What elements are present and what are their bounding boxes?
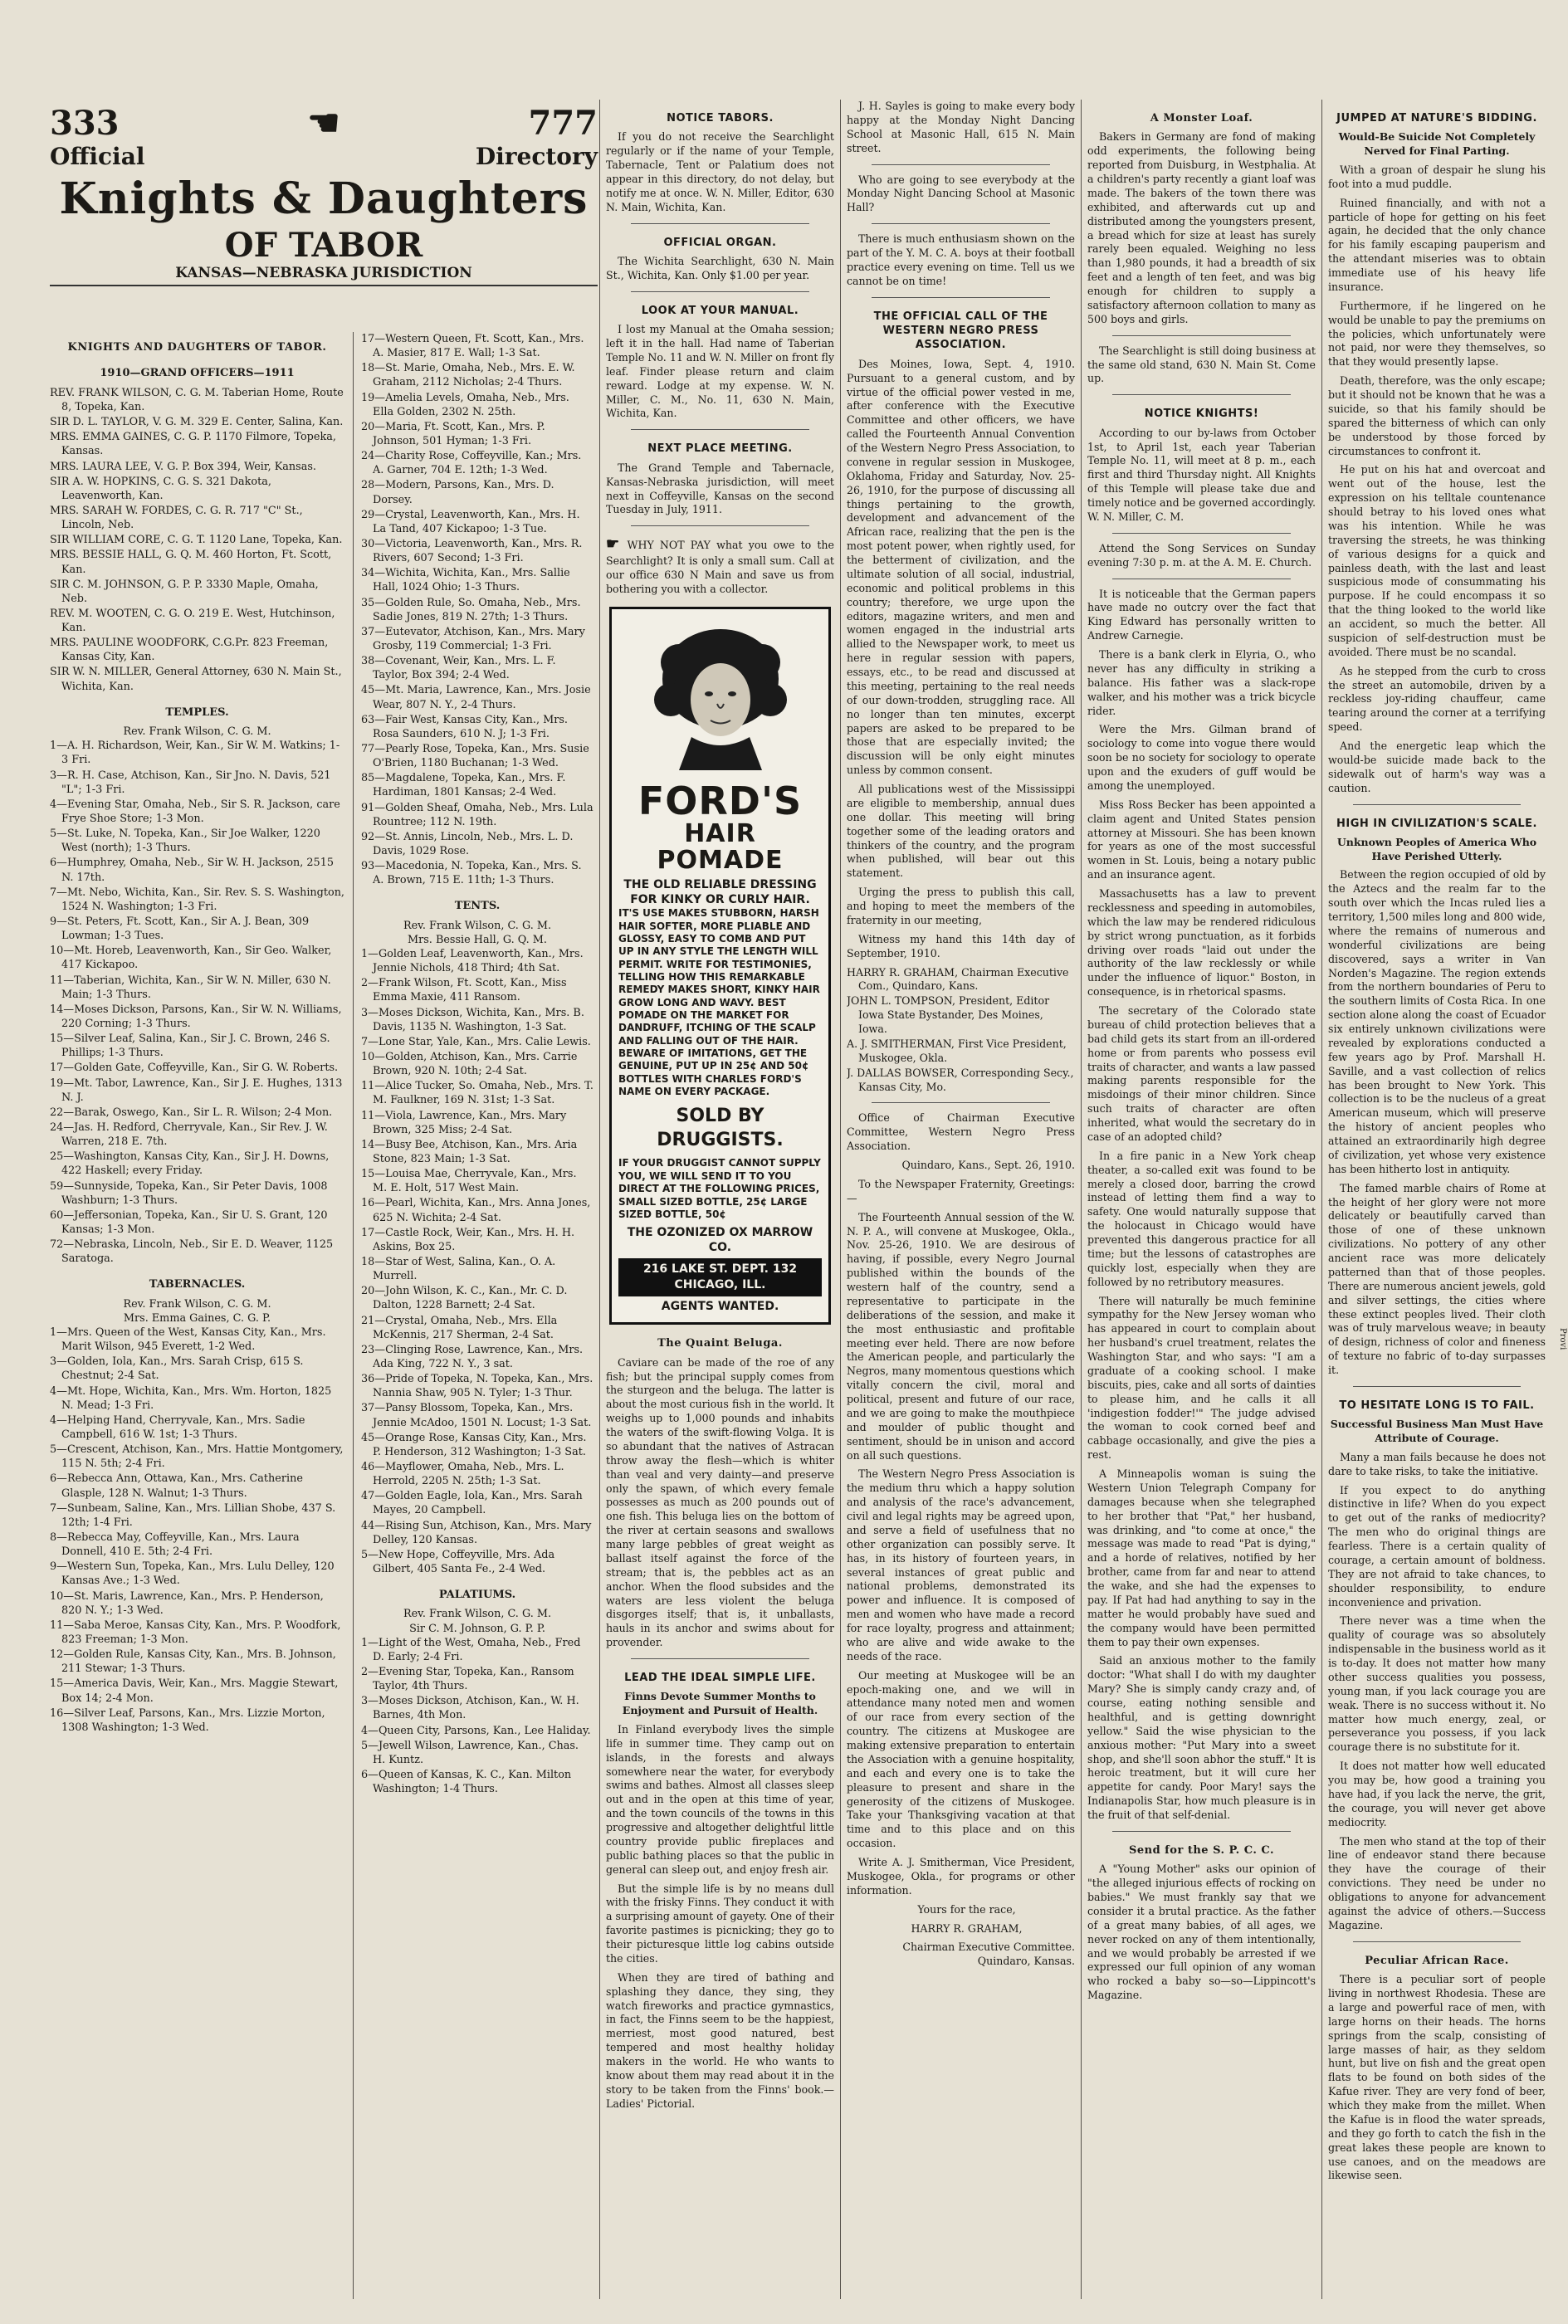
- signer-entry: J. DALLAS BOWSER, Corresponding Secy., Kansas City, Mo.: [847, 1066, 1074, 1093]
- editorial-item: Massachusetts has a law to prevent recklessness and speeding in automobiles, which the law may be rendered ridiculous by strict wrong punctuation, as it forbids driving over roads "laid out under the authority of the law recklessly or while under the influence of liquor." Boston, in consequence, is in rhetorical spasms.: [1087, 887, 1316, 998]
- temples-list: [50, 739, 344, 1266]
- tabernacle-entry: 11—Saba Meroe, Kansas City, Kan., Mrs. P. Woodfork, 823 Freeman; 1-3 Mon.: [50, 1618, 341, 1647]
- ad-body-2: IF YOUR DRUGGIST CANNOT SUPPLY YOU, WE WILL SEND IT TO YOU DIRECT AT THE FOLLOWING PRICES, SMALL SIZED BOTTLE, 25¢ LARGE SIZED BOTTLE, 50¢: [618, 1157, 821, 1220]
- tabernacle-entry: 6—Rebecca Ann, Ottawa, Kan., Mrs. Catherine Glasple, 128 N. Walnut; 1-3 Thurs.: [50, 1472, 303, 1500]
- editorial-item: There is a bank clerk in Elyria, O., who never has any difficulty in striking a balance. His father was a slack-rope walker, and his mother was a trick bicycle rider.: [1087, 648, 1316, 717]
- tents-subheading-2: Mrs. Bessie Hall, G. Q. M.: [408, 933, 547, 946]
- palatium-entry: 4—Queen City, Parsons, Kan., Lee Haliday.: [361, 1724, 591, 1737]
- separator: [1353, 1941, 1521, 1942]
- tabernacle-entry: 45—Mt. Maria, Lawrence, Kan., Mrs. Josie Wear, 807 N. Y., 2-4 Thurs.: [361, 684, 591, 711]
- african-heading: Peculiar African Race.: [1365, 1954, 1509, 1967]
- ad-title: FORD'S: [637, 778, 803, 823]
- quindaro-dateline: Quindaro, Kans., Sept. 26, 1910.: [901, 1159, 1075, 1172]
- temple-entry: 4—Evening Star, Omaha, Neb., Sir S. R. Jackson, care Frye Shoe Store; 1-3 Mon.: [50, 798, 340, 826]
- tent-entry: 5—New Hope, Coffeyville, Mrs. Ada Gilbert, 405 Santa Fe., 2-4 Wed.: [361, 1548, 555, 1575]
- ideal-paragraph: When they are tired of bathing and splashing they dance, they sing, they watch fireworks and practice gymnastics, in fact, the Finns seem to be the happiest, merriest, most good natured, best tempered and most healthy holiday makers in the world. He who wants to know about them may read about it in the story to be taken from the Finns' book.—Ladies' Pictorial.: [606, 1970, 834, 2110]
- monster-loaf-text: Bakers in Germany are fond of making odd experiments, the following being reported from Duisburg, in Westphalia. At a children's party recently a giant loaf was made. The bakers of the town there was exhibited, and afterwards cut up and distributed among the youngsters present, a bread which for size at least has surely rarely been equaled. Weighing no less than 1,980 pounds, it had a breadth of six feet and a length of ten feet, and was big enough for children to supply a satisfactory afternoon collation to many as 500 boys and girls.: [1087, 130, 1316, 325]
- call-signers: [847, 966, 1075, 1095]
- palatium-entry: 1—Light of the West, Omaha, Neb., Fred D. Early; 2-4 Fri.: [361, 1636, 581, 1663]
- story-paragraph: The men who stand at the top of their line of endeavor stand there because they have the courage of their convictions. They need be under no obligations to anyone for advancement against the advice of others.—Success Magazine.: [1328, 1834, 1546, 1931]
- beluga-text: Caviare can be made of the roe of any fish; but the principal supply comes from the sturgeon and the beluga. The latter is about the most curious fish in the world. It weighs up to 1,000 pounds and inhabits the waters of the swift-flowing Volga. It is so abundant that the natives of Astracan throw away the flesh—which is whiter than veal and very dainty—and preserve only the spawn, of which every female possesses as much as 200 pounds out of one fish. This beluga lies on the bottom of the river at certain seasons and swallows many large pebbles of great weight as ballast itself against the force of the stream; that is, the pebbles act as an anchor. When the flood subsides and the waters are less violent the beluga disgorges itself; that is, it unballasts, hauls in its anchor and swims about for provender.: [606, 1355, 834, 1649]
- spcc-heading: Send for the S. P. C. C.: [1128, 1843, 1275, 1857]
- directory-heading: KNIGHTS AND DAUGHTERS OF TABOR.: [67, 341, 327, 354]
- tabernacle-entry: 10—St. Maris, Lawrence, Kan., Mrs. P. Henderson, 820 N. Y.; 1-3 Wed.: [50, 1589, 324, 1617]
- palatium-entry: 5—Jewell Wilson, Lawrence, Kan., Chas. H. Kuntz.: [361, 1739, 579, 1766]
- tabernacle-entry: 4—Mt. Hope, Wichita, Kan., Mrs. Wm. Horton, 1825 N. Mead; 1-3 Fri.: [50, 1384, 332, 1412]
- tabernacle-entry: 8—Rebecca May, Coffeyville, Kan., Mrs. Laura Donnell, 410 E. 5th; 2-4 Fri.: [50, 1531, 300, 1559]
- tent-entry: 3—Moses Dickson, Wichita, Kan., Mrs. B. Davis, 1135 N. Washington, 1-3 Sat.: [361, 1006, 584, 1033]
- officer-entry: MRS. LAURA LEE, V. G. P. Box 394, Weir, Kansas.: [50, 460, 317, 473]
- temple-entry: 6—Humphrey, Omaha, Neb., Sir W. H. Jackson, 2515 N. 17th.: [50, 857, 334, 884]
- officer-entry: SIR D. L. TAYLOR, V. G. M. 329 E. Center, Salina, Kan.: [50, 416, 344, 429]
- tabernacle-entry: 30—Victoria, Leavenworth, Kan., Mrs. R. Rivers, 607 Second; 1-3 Fri.: [361, 537, 583, 565]
- tabernacle-entry: 91—Golden Sheaf, Omaha, Neb., Mrs. Lula Rountree; 112 N. 19th.: [361, 801, 593, 828]
- masthead-number-left: 333: [50, 104, 120, 143]
- separator: [1353, 804, 1521, 805]
- editorial-item: In a fire panic in a New York cheap theater, a so-called exit was found to be merely a closed door, barring the crowd instead of letting them find a way to safety. One would naturally suppose that the holocaust in Chicago would have prevented this dangerous practice for all time; but the lessons of catastrophes are quickly lost, especially when they are followed by no retributory measures.: [1087, 1149, 1316, 1288]
- editorial-item: Were the Mrs. Gilman brand of sociology to come into vogue there would soon be no society for sociology to operate upon and the exuders of guff would be among the unemployed.: [1087, 723, 1316, 792]
- ideal-paragraph: But the simple life is by no means dull with the frisky Finns. They conduct it with a surprising amount of gayety. One of their favorite pastimes is picnicking; they go to their picturesque little log cabins outside the cities.: [606, 1882, 834, 1965]
- letter-paragraph: The Fourteenth Annual session of the W. N. P. A., will convene at Muskogee, Okla., Nov. 25-26, 1910. We are desirous of having, if possible, every Negro Journal published within the bounds of the western half of the country, send a representative to participate in the deliberations of the session, and make it the most enthusiastic and profitable meeting ever held. There are now before the American people, and particularly the Negros, many momentous questions which vitally concern the civil, moral and political, present and future of our race, and we are going to make the mouthpiece and moulder of public thought and sentiment, should be in unison and accord on all such questions.: [847, 1210, 1075, 1462]
- story-paragraph: If you expect to do anything distinctive in life? When do you expect to get out of the ranks of mediocrity? The men who do original things are fearless. There is a certain quality of courage, a certain amount of boldness. They are not afraid to take chances, to shoulder responsibility, to endure inconvenience and privation.: [1328, 1483, 1546, 1609]
- separator: [1112, 335, 1291, 336]
- separator: [872, 297, 1050, 298]
- tabernacle-entry: 37—Eutevator, Atchison, Kan., Mrs. Mary Grosby, 119 Commercial; 1-3 Fri.: [361, 625, 585, 652]
- story-paragraph: Ruined financially, and with not a particle of hope for getting on his feet again, he decided that the only chance for his family escaping pauperism and the attendant miseries was to obtain immediate use of his heavy life insurance.: [1328, 196, 1546, 293]
- directory-column-1: [50, 332, 344, 2299]
- masthead-top-row: [50, 101, 598, 144]
- column-rule: [1081, 100, 1082, 2299]
- tabernacles-subheading-2: Mrs. Emma Gaines, C. G. P.: [123, 1311, 271, 1325]
- notice-knights-heading: NOTICE KNIGHTS!: [1144, 408, 1259, 421]
- temple-entry: 7—Mt. Nebo, Wichita, Kan., Sir. Rev. S. S. Washington, 1524 N. Washington; 1-3 Fri.: [50, 886, 344, 913]
- tabernacle-entry: 38—Covenant, Weir, Kan., Mrs. L. F. Taylor, Box 394; 2-4 Wed.: [361, 655, 556, 682]
- masthead-of-tabor: OF TABOR: [224, 226, 423, 265]
- tent-entry: 21—Crystal, Omaha, Neb., Mrs. Ella McKennis, 217 Sherman, 2-4 Sat.: [361, 1314, 558, 1341]
- story-paragraph: It does not matter how well educated you may be, how good a training you have had, if you lack the nerve, the grit, the courage, you will never get above mediocrity.: [1328, 1760, 1546, 1828]
- temple-entry: 5—St. Luke, N. Topeka, Kan., Sir Joe Walker, 1220 West (north); 1-3 Thurs.: [50, 828, 320, 855]
- tent-entry: 17—Castle Rock, Weir, Kan., Mrs. H. H. Askins, Box 25.: [361, 1226, 575, 1253]
- call-paragraph: All publications west of the Mississippi are eligible to membership, annual dues one dollar. This meeting will bring together some of the leading orators and thinkers of the country, and the program when published, will bear out this statement.: [847, 783, 1075, 880]
- woman-portrait-icon: [646, 621, 795, 770]
- notice-tabors-text: If you do not receive the Searchlight regularly or if the name of your Temple, Tabernacle, Tent or Palatium does not appear in this directory, do not delay, but notify me at once. W. N. Miller, Editor, 630 N. Main, Wichita, Kan.: [606, 130, 834, 213]
- letter-paragraph: Our meeting at Muskogee will be an epoch-making one, and we will in attendance many noted men and women of our race from every section of the country. The citizens at Muskogee are making extensive preparation to entertain the Association with a genuine hospitality, and each and every one is to take the pleasure to present and share in the generosity of the citizens of Muskogee. Take your Thanksgiving vacation at that time and to this place and on this occasion.: [847, 1668, 1075, 1850]
- temple-entry: 25—Washington, Kansas City, Kan., Sir J. H. Downs, 422 Haskell; every Friday.: [50, 1150, 330, 1178]
- greeting-line: To the Newspaper Fraternity, Greetings:—: [847, 1177, 1075, 1204]
- separator: [631, 429, 809, 430]
- story-paragraph: With a groan of despair he slung his foot into a mud puddle.: [1328, 163, 1546, 190]
- next-meeting-heading: NEXT PLACE MEETING.: [647, 442, 793, 456]
- masthead-jurisdiction: KANSAS—NEBRASKA JURISDICTION: [50, 265, 598, 286]
- fords-hair-pomade-ad: [609, 607, 831, 1325]
- hesitate-story: [1328, 1451, 1546, 1933]
- tabernacle-entry: 20—Maria, Ft. Scott, Kan., Mrs. P. Johnson, 501 Hyman; 1-3 Fri.: [361, 420, 545, 447]
- tent-entry: 18—Star of West, Salina, Kan., O. A. Murrell.: [361, 1255, 556, 1283]
- tents-heading: TENTS.: [454, 900, 501, 913]
- enthusiasm-item: There is much enthusiasm shown on the part of the Y. M. C. A. boys at their football practice every evening on time. Tell us we cannot be on time!: [847, 232, 1075, 287]
- editorial-item: There will naturally be much feminine sympathy for the New Jersey woman who has appeared in court to complain about her husband's cruel treatment, relates the Washington Star, and who says: "I am a graduate of a cooking school. I make biscuits, pies, cake and all sorts of dainties to please him, and he calls it all 'indigestion fodder!'" The judge advised the woman to cook corned beef and cabbage occasionally, and give the pies a rest.: [1087, 1294, 1316, 1462]
- ad-title-2: HAIR POMADE: [657, 819, 784, 875]
- tabernacle-entry: 29—Crystal, Leavenworth, Kan., Mrs. H. La Tand, 407 Kickapoo; 1-3 Tue.: [361, 508, 580, 535]
- tabernacle-entry: 3—Golden, Iola, Kan., Mrs. Sarah Crisp, 615 S. Chestnut; 2-4 Sat.: [50, 1355, 304, 1383]
- separator: [872, 164, 1050, 165]
- editorial-items: [1087, 588, 1316, 1823]
- tabernacle-entry: 34—Wichita, Wichita, Kan., Mrs. Sallie Hall, 1024 Ohio; 1-3 Thurs.: [361, 567, 570, 594]
- tabernacle-entry: 18—St. Marie, Omaha, Neb., Mrs. E. W. Graham, 2112 Nicholas; 2-4 Thurs.: [361, 362, 575, 389]
- palatium-entry: 3—Moses Dickson, Atchison, Kan., W. H. Barnes, 4th Mon.: [361, 1695, 579, 1722]
- tabernacle-entry: 28—Modern, Parsons, Kan., Mrs. D. Dorsey.: [361, 479, 554, 506]
- signer-entry: A. J. SMITHERMAN, First Vice President, Muskogee, Okla.: [847, 1037, 1067, 1064]
- editorial-item: Said an anxious mother to the family doctor: "What shall I do with my daughter Mary? She is simply candy crazy and, of course, eating nothing sensible and healthful, and is getting downright yellow." Said the wise physician to the anxious mother: "Put Mary into a sweet shop, and she'll soon abhor the stuff." It is heroic treatment, but it will cure her appetite for candy. Poor Mary! says the Indianapolis Star, how much pleasure is in the fruit of that self-denial.: [1087, 1654, 1316, 1822]
- letter-paragraph: Write A. J. Smitherman, Vice President, Muskogee, Okla., for programs or other information.: [847, 1856, 1075, 1897]
- ideal-subheading: Finns Devote Summer Months to Enjoyment and Pursuit of Health.: [622, 1690, 818, 1717]
- temple-entry: 22—Barak, Oswego, Kan., Sir L. R. Wilson; 2-4 Mon.: [50, 1106, 333, 1119]
- temple-entry: 3—R. H. Case, Atchison, Kan., Sir Jno. N. Davis, 521 "L"; 1-3 Fri.: [50, 769, 331, 796]
- tabernacle-entry: 15—America Davis, Weir, Kan., Mrs. Maggie Stewart, Box 14; 2-4 Mon.: [50, 1677, 339, 1705]
- song-services-item: Attend the Song Services on Sunday evening 7:30 p. m. at the A. M. E. Church.: [1087, 541, 1316, 569]
- temple-entry: 17—Golden Gate, Coffeyville, Kan., Sir G. W. Roberts.: [50, 1062, 339, 1075]
- column-3: [606, 100, 834, 2299]
- jumped-heading: JUMPED AT NATURE'S BIDDING.: [1336, 112, 1537, 124]
- tent-entry: 44—Rising Sun, Atchison, Kan., Mrs. Mary Delley, 120 Kansas.: [361, 1519, 592, 1546]
- masthead-words-row: [50, 143, 598, 170]
- pointing-hand-icon: ☚: [307, 101, 340, 144]
- directory-masthead: [50, 101, 598, 320]
- tabernacles-subheading-1: Rev. Frank Wilson, C. G. M.: [123, 1297, 271, 1311]
- official-organ-text: The Wichita Searchlight, 630 N. Main St., Wichita, Kan. Only $1.00 per year.: [606, 255, 834, 281]
- tent-entry: 47—Golden Eagle, Iola, Kan., Mrs. Sarah Mayes, 20 Campbell.: [361, 1490, 583, 1517]
- temple-entry: 60—Jeffersonian, Topeka, Kan., Sir U. S. Grant, 120 Kansas; 1-3 Mon.: [50, 1208, 328, 1236]
- officer-entry: REV. FRANK WILSON, C. G. M. Taberian Home, Route 8, Topeka, Kan.: [50, 386, 344, 413]
- edge-fragment: Provi: [1558, 1328, 1567, 1350]
- next-meeting-text: The Grand Temple and Tabernacle, Kansas-Nebraska jurisdiction, will meet next in Coffeyville, Kansas on the second Tuesday in July, 1911.: [606, 461, 834, 516]
- column-rule: [599, 100, 600, 2299]
- jumped-subheading: Would-Be Suicide Not Completely Nerved for Final Parting.: [1338, 130, 1536, 158]
- ideal-paragraph: In Finland everybody lives the simple life in summer time. They camp out on islands, in the forests and always somewhere near the water, for everybody swims and bathes. Almost all classes sleep out and in the open at this time of year, and the town councils of the towns in this progressive and altogether delightful little country provide public fireplaces and public bathing places so that the public in general can sleep out, and enjoy fresh air.: [606, 1722, 834, 1876]
- officer-entry: SIR C. M. JOHNSON, G. P. P. 3330 Maple, Omaha, Neb.: [50, 578, 319, 605]
- civilization-subheading: Unknown Peoples of America Who Have Perished Utterly.: [1336, 835, 1537, 862]
- officer-entry: MRS. SARAH W. FORDES, C. G. R. 717 "C" St., Lincoln, Neb.: [50, 504, 303, 532]
- tent-entry: 7—Lone Star, Yale, Kan., Mrs. Calie Lewis.: [361, 1035, 591, 1048]
- tent-entry: 20—John Wilson, K. C., Kan., Mr. C. D. Dalton, 1228 Barnett; 2-4 Sat.: [361, 1285, 568, 1312]
- temple-entry: 24—Jas. H. Redford, Cherryvale, Kan., Sir Rev. J. W. Warren, 218 E. 7th.: [50, 1120, 328, 1149]
- civilization-story: [1328, 868, 1546, 1378]
- office-line: Office of Chairman Executive Committee, Western Negro Press Association.: [847, 1111, 1075, 1153]
- masthead-number-right: 777: [528, 104, 598, 143]
- ad-tagline: THE OLD RELIABLE DRESSING FOR KINKY OR CURLY HAIR.: [623, 878, 817, 906]
- story-paragraph: And the energetic leap which the would-be suicide made back to the sidewalk out of harm's way was a caution.: [1328, 740, 1546, 794]
- tabernacle-entry: 9—Western Sun, Topeka, Kan., Mrs. Lulu Delley, 120 Kansas Ave.; 1-3 Wed.: [50, 1560, 335, 1588]
- palatium-entry: 2—Evening Star, Topeka, Kan., Ransom Taylor, 4th Thurs.: [361, 1666, 574, 1693]
- temple-entry: 10—Mt. Horeb, Leavenworth, Kan., Sir Geo. Walker, 417 Kickapoo.: [50, 945, 332, 972]
- monster-loaf-heading: A Monster Loaf.: [1150, 112, 1253, 124]
- temple-entry: 72—Nebraska, Lincoln, Neb., Sir E. D. Weaver, 1125 Saratoga.: [50, 1238, 334, 1266]
- officer-entry: SIR A. W. HOPKINS, C. G. S. 321 Dakota, Leavenworth, Kan.: [50, 475, 271, 502]
- tabernacle-entry: 35—Golden Rule, So. Omaha, Neb., Mrs. Sadie Jones, 819 N. 27th; 1-3 Thurs.: [361, 596, 581, 623]
- ad-sold-by: SOLD BY DRUGGISTS.: [657, 1105, 784, 1151]
- temple-entry: 19—Mt. Tabor, Lawrence, Kan., Sir J. E. Hughes, 1313 N. J.: [50, 1077, 343, 1104]
- column-rule: [840, 100, 841, 2299]
- separator: [1353, 1386, 1521, 1387]
- tent-entry: 1—Golden Leaf, Leavenworth, Kan., Mrs. Jennie Nichols, 418 Third; 4th Sat.: [361, 948, 584, 975]
- ad-body: IT'S USE MAKES STUBBORN, HARSH HAIR SOFTER, MORE PLIABLE AND GLOSSY, EASY TO COMB AND PUT UP IN ANY STYLE THE LENGTH WILL PERMIT. WRITE FOR TESTIMONIES, TELLING HOW THIS REMARKABLE REMEDY MAKES SHORT, KINKY HAIR GROW LONG AND WAVY. BEST POMADE ON THE MARKET FOR DANDRUFF, ITCHING OF THE SCALP AND FALLING OUT OF THE HAIR. BEWARE OF IMITATIONS, GET THE GENUINE, PUT UP IN 25¢ AND 50¢ BOTTLES WITH CHARLES FORD'S NAME ON EVERY PACKAGE.: [618, 907, 820, 1098]
- beluga-heading: The Quaint Beluga.: [657, 1337, 783, 1350]
- manual-text: I lost my Manual at the Omaha session; left it in the hall. Had name of Taberian Temple No. 11 and W. N. Miller on front fly leaf. Finder please return and claim reward. Lodge at my expense. W. N. Miller, C. M., No. 11, 630 N. Main, Wichita, Kan.: [606, 323, 834, 420]
- tents-list: [361, 947, 593, 1576]
- palatiums-list: [361, 1636, 593, 1797]
- tabernacle-entry: 63—Fair West, Kansas City, Kan., Mrs. Rosa Saunders, 610 N. J; 1-3 Fri.: [361, 713, 568, 740]
- tent-entry: 46—Mayflower, Omaha, Neb., Mrs. L. Herrold, 2205 N. 25th; 1-3 Sat.: [361, 1460, 564, 1488]
- masthead-official: Official: [50, 143, 145, 170]
- tents-subheading-1: Rev. Frank Wilson, C. G. M.: [403, 919, 552, 932]
- officer-entry: MRS. BESSIE HALL, G. Q. M. 460 Horton, Ft. Scott, Kan.: [50, 549, 332, 576]
- signer-entry: HARRY R. GRAHAM, Chairman Executive Com., Quindaro, Kans.: [847, 965, 1069, 993]
- tabernacles-continued-list: [361, 332, 593, 887]
- editorial-item: The secretary of the Colorado state bureau of child protection believes that a bad child gets its start from an ill-ordered home or from parents who possess evil traits of character, and wants a law passed making parents responsible for the misdoings of their minor children. Since such traits of character are often inherited, what would the secretary do in case of an adopted child?: [1087, 1004, 1316, 1143]
- temple-entry: 1—A. H. Richardson, Weir, Kan., Sir W. M. Watkins; 1-3 Fri.: [50, 740, 340, 767]
- tabernacle-entry: 7—Sunbeam, Saline, Kan., Mrs. Lillian Shobe, 437 S. 12th; 1-4 Fri.: [50, 1501, 336, 1529]
- column-rule: [1321, 100, 1322, 2299]
- official-call-heading: THE OFFICIAL CALL OF THE WESTERN NEGRO PRESS ASSOCIATION.: [873, 310, 1048, 352]
- editorial-item: It is noticeable that the German papers have made no outcry over the fact that King Edward has personally written to Andrew Carnegie.: [1087, 587, 1316, 642]
- separator: [872, 223, 1050, 224]
- tent-entry: 11—Alice Tucker, So. Omaha, Neb., Mrs. T. M. Faulkner, 169 N. 31st; 1-3 Sat.: [361, 1080, 593, 1107]
- notice-knights-text: According to our by-laws from October 1st, to April 1st, each year Taberian Temple No. 11, will meet at 8 p. m., each first and third Thursday night. All Knights of this Temple will please take due and timely notice and be governed accordingly. W. N. Miller, C. M.: [1087, 426, 1316, 523]
- tabernacle-entry: 5—Crescent, Atchison, Kan., Mrs. Hattie Montgomery, 115 N. 5th; 2-4 Fri.: [50, 1443, 344, 1471]
- tabernacle-entry: 77—Pearly Rose, Topeka, Kan., Mrs. Susie O'Brien, 1180 Buchanan; 1-3 Wed.: [361, 742, 589, 770]
- editorial-item: Miss Ross Becker has been appointed a claim agent and United States pension attorney at Missouri. She has been known for years as one of the most successful women in St. Louis, being a notary public and an insurance agent.: [1087, 798, 1316, 881]
- tent-entry: 37—Pansy Blossom, Topeka, Kan., Mrs. Jennie McAdoo, 1501 N. Locust; 1-3 Sat.: [361, 1402, 592, 1429]
- story-paragraph: Between the region occupied of old by the Aztecs and the realm far to the south over which the Incas ruled lies a territory, 1,500 miles long and 800 wide, where the remains of numerous and wonderful civilizations are being discovered, says a writer in Van Norden's Magazine. The region extends from the northern boundaries of Peru to the southern limits of Costa Rica. In one section alone along the coast of Ecuador six entirely unknown civilizations were revealed by explorations conducted a few years ago by Prof. Marshall H. Saville, and a vast collection of relics has been brought to New York. This collection is to be the nucleus of a great American museum, which will preserve the history of ancient peoples who attained an extraordinarily high degree of civilization, yet whose very existence has been hitherto lost in antiquity.: [1328, 868, 1546, 1175]
- story-paragraph: As he stepped from the curb to cross the street an automobile, driven by a reckless joy-riding chauffeur, came tearing around the corner at a terrifying speed.: [1328, 664, 1546, 734]
- officers-list: [50, 386, 344, 694]
- tabernacle-entry: 1—Mrs. Queen of the West, Kansas City, Kan., Mrs. Marit Wilson, 945 Everett, 1-2 Wed.: [50, 1326, 326, 1354]
- story-paragraph: Many a man fails because he does not dare to take risks, to take the initiative.: [1328, 1450, 1546, 1477]
- temple-entry: 59—Sunnyside, Topeka, Kan., Sir Peter Davis, 1008 Washburn; 1-3 Thurs.: [50, 1179, 328, 1207]
- palatiums-subheading-1: Rev. Frank Wilson, C. G. M.: [403, 1608, 552, 1621]
- ad-agents: AGENTS WANTED.: [661, 1299, 779, 1313]
- masthead-title: Knights & Daughters: [59, 173, 589, 224]
- tent-entry: 11—Viola, Lawrence, Kan., Mrs. Mary Brown, 325 Miss; 2-4 Sat.: [361, 1109, 567, 1136]
- call-paragraph: Urging the press to publish this call, and hoping to meet the members of the fraternity in our meeting,: [847, 886, 1075, 926]
- why-not-pay-text: WHY NOT PAY what you owe to the Searchlight? It is only a small sum. Call at our office 630 N Main and save us from bothering you with a collector.: [606, 539, 834, 596]
- ad-address: 216 LAKE ST. DEPT. 132 CHICAGO, ILL.: [618, 1258, 822, 1296]
- tent-entry: 23—Clinging Rose, Lawrence, Kan., Mrs. Ada King, 722 N. Y., 3 sat.: [361, 1343, 584, 1370]
- jumped-story: [1328, 164, 1546, 796]
- signer-entry: JOHN L. TOMPSON, President, Editor Iowa State Bystander, Des Moines, Iowa.: [847, 994, 1050, 1036]
- signature-name: HARRY R. GRAHAM,: [911, 1921, 1023, 1935]
- tabernacle-entry: 4—Helping Hand, Cherryvale, Kan., Mrs. Sadie Campbell, 616 W. 1st; 1-3 Thurs.: [50, 1413, 305, 1442]
- separator: [872, 1102, 1050, 1103]
- palatiums-heading: PALATIUMS.: [438, 1589, 516, 1602]
- officers-heading: 1910—GRAND OFFICERS—1911: [100, 367, 295, 380]
- tabernacle-entry: 93—Macedonia, N. Topeka, Kan., Mrs. S. A. Brown, 715 E. 11th; 1-3 Thurs.: [361, 860, 582, 887]
- column-4: [847, 100, 1075, 2299]
- civilization-heading: HIGH IN CIVILIZATION'S SCALE.: [1336, 817, 1537, 830]
- tent-entry: 14—Busy Bee, Atchison, Kan., Mrs. Aria Stone, 823 Main; 1-3 Sat.: [361, 1138, 578, 1165]
- tent-entry: 16—Pearl, Wichita, Kan., Mrs. Anna Jones, 625 N. Wichita; 2-4 Sat.: [361, 1197, 591, 1224]
- tent-entry: 45—Orange Rose, Kansas City, Kan., Mrs. P. Henderson, 312 Washington; 1-3 Sat.: [361, 1431, 587, 1458]
- separator: [1112, 394, 1291, 395]
- editorial-item: A Minneapolis woman is suing the Western Union Telegraph Company for damages because when she telegraphed to her brother that "Pat," her husband, was drinking, and "to come at once," the message was made to read "Pat is dying," and a horde of relatives, notified by her brother, came from far and near to attend the wake, and she had the expenses to pay. If Pat had had anything to say in the matter he would probably have sued and the company would have been permitted them to pay their own expenses.: [1087, 1467, 1316, 1648]
- column-6: [1328, 100, 1546, 2299]
- column-rule: [353, 332, 354, 2299]
- official-organ-heading: OFFICIAL ORGAN.: [663, 236, 777, 249]
- tabernacle-entry: 17—Western Queen, Ft. Scott, Kan., Mrs. A. Masier, 817 E. Wall; 1-3 Sat.: [361, 333, 584, 360]
- signature-title: Chairman Executive Committee. Quindaro, Kansas.: [902, 1941, 1075, 1968]
- pointing-hand-icon: ☛: [606, 535, 628, 554]
- temple-entry: 15—Silver Leaf, Salina, Kan., Sir J. C. Brown, 246 S. Phillips; 1-3 Thurs.: [50, 1033, 330, 1060]
- monday-item: Who are going to see everybody at the Monday Night Dancing School at Masonic Hall?: [847, 173, 1075, 214]
- officer-entry: SIR W. N. MILLER, General Attorney, 630 N. Main St., Wichita, Kan.: [50, 666, 342, 693]
- tent-entry: 10—Golden, Atchison, Kan., Mrs. Carrie Brown, 920 N. 10th; 2-4 Sat.: [361, 1051, 578, 1078]
- masthead-directory: Directory: [475, 143, 598, 170]
- yours-line: Yours for the race,: [917, 1902, 1016, 1916]
- officer-entry: SIR WILLIAM CORE, C. G. T. 1120 Lane, Topeka, Kan.: [50, 534, 343, 547]
- searchlight-item: The Searchlight is still doing business at the same old stand, 630 N. Main St. Come up.: [1087, 344, 1316, 385]
- separator: [1112, 1831, 1291, 1832]
- temple-entry: 11—Taberian, Wichita, Kan., Sir W. N. Miller, 630 N. Main; 1-3 Thurs.: [50, 974, 331, 1001]
- temples-heading: TEMPLES.: [165, 706, 229, 719]
- story-paragraph: There never was a time when the quality of courage was so absolutely indispensable in the business world as it is to-day. It does not matter how many other success qualities you possess, young man, if you lack courage you are weak. There is no success without it. No matter how much energy, zeal, or perseverance you possess, if you lack courage there is no substitute for it.: [1328, 1614, 1546, 1754]
- officer-entry: MRS. PAULINE WOODFORK, C.G.Pr. 823 Freeman, Kansas City, Kan.: [50, 637, 329, 664]
- sayles-item: J. H. Sayles is going to make every body happy at the Monday Night Dancing School at Masonic Hall, 615 N. Main street.: [847, 100, 1075, 154]
- palatium-entry: 6—Queen of Kansas, K. C., Kan. Milton Washington; 1-4 Thurs.: [361, 1769, 572, 1796]
- tabernacles-list: [50, 1326, 344, 1735]
- call-paragraph: Witness my hand this 14th day of September, 1910.: [847, 932, 1075, 959]
- separator: [1112, 533, 1291, 534]
- temples-subheading: Rev. Frank Wilson, C. G. M.: [123, 725, 271, 739]
- tabernacle-entry: 24—Charity Rose, Coffeyville, Kan.; Mrs. A. Garner, 704 E. 12th; 1-3 Wed.: [361, 450, 582, 477]
- separator: [631, 291, 809, 292]
- tabernacles-heading: TABERNACLES.: [149, 1278, 246, 1291]
- tabernacle-entry: 92—St. Annis, Lincoln, Neb., Mrs. L. D. Davis, 1029 Rose.: [361, 830, 574, 857]
- story-paragraph: He put on his hat and overcoat and went out of the house, lest the expression on his telltale countenance should betray to his loved ones what was his intention. While he was traversing the streets, he was thinking of various designs for a quick and painless death, with the last and least suspicious mode of consummating his purpose. If he could encompass it so that the thing looked to the world like an accident, so much the better. All suspicion of self-destruction must be avoided. There must be no scandal.: [1328, 463, 1546, 658]
- letter-paragraph: The Western Negro Press Association is the medium thru which a happy solution and analysis of the race's advancement, civil and legal rights may be agreed upon, and serve a field of usefulness that no other organization can possibly serve. It has, in its history of fourteen years, in several instances of great public and national problems, demonstrated its power and influence. It is composed of men and women who have made a record for race loyalty, progress and attainment; who are alive and wide awake to the needs of the race.: [847, 1467, 1075, 1662]
- notice-tabors-heading: NOTICE TABORS.: [667, 112, 774, 124]
- separator: [631, 525, 809, 526]
- story-paragraph: The famed marble chairs of Rome at the height of her glory were not more delicately or beautifully carved than those of one of these unknown civilizations. No pottery of any other ancient race was more delicately patterned than that of those peoples. There are numerous ancient jewels, gold and silver settings, the cities where these extinct peoples lived. Their cloth was of truly marvelous weave; in beauty of design, richness of color and fineness of texture no fabric of to-day surpasses it.: [1328, 1181, 1546, 1377]
- tabernacle-entry: 16—Silver Leaf, Parsons, Kan., Mrs. Lizzie Morton, 1308 Washington; 1-3 Wed.: [50, 1706, 325, 1734]
- african-text: There is a peculiar sort of people living in northwest Rhodesia. These are a large and powerful race of men, with large horns on their heads. The horns springs from the scalp, consisting of large masses of hair, as they seldom hunt, but live on fish and the great open flats to be found on both sides of the Kafue river. They are very fond of beer, which they make from the millet. When the Kafue is in flood the water spreads, and they go forth to catch the fish in the great lakes these people are known to use canoes, and on the meadows are likewise seen.: [1328, 1973, 1546, 2182]
- directory-column-2: [361, 332, 593, 2299]
- temple-entry: 14—Moses Dickson, Parsons, Kan., Sir W. N. Williams, 220 Corning; 1-3 Thurs.: [50, 1003, 342, 1030]
- tabernacle-entry: 19—Amelia Levels, Omaha, Neb., Mrs. Ella Golden, 2302 N. 25th.: [361, 391, 569, 418]
- ad-company: THE OZONIZED OX MARROW CO.: [627, 1226, 813, 1254]
- call-paragraph: Des Moines, Iowa, Sept. 4, 1910. Pursuant to a general custom, and by virtue of the official power vested in me, after conference with the Executive Committee and other officers, we have called the Fourteenth Annual Convention of the Western Negro Press Association, to convene in regular session in Muskogee, Oklahoma, Friday and Saturday, Nov. 25-26, 1910, for the purpose of discussing all things pertaining to the growth, development and advancement of the African race, realizing that the pen is the most potent power, when rightly used, for the betterment of civilization, and the ultimate solution of all social, industrial, economic and political problems in this country; therefore, we urge upon the editors, magazine writers, and men and women engaged in the industrial arts allied to the Newspaper work, to meet us here in regular session with papers, essays, etc., to be read and discussed at this meeting, pertaining to the real needs of our down-trodden, struggling race. All no longer than ten minutes, excerpt papers are asked to be prepared to be those that are especially invited; the discussion will be only eight minutes unless by common consent.: [847, 357, 1075, 777]
- spcc-text: A "Young Mother" asks our opinion of "the alleged injurious effects of rocking on babies." We must frankly say that we consider it a brutal practice. As the father of a great many babies, of all ages, we never rocked on any of them intentionally, and we would probably be arrested if we expressed our full opinion of any woman who rocked a baby so—so—Lippincott's Magazine.: [1087, 1863, 1316, 2002]
- separator: [631, 223, 809, 224]
- tabernacle-entry: 85—Magdalene, Topeka, Kan., Mrs. F. Hardiman, 1801 Kansas; 2-4 Wed.: [361, 772, 566, 799]
- temple-entry: 9—St. Peters, Ft. Scott, Kan., Sir A. J. Bean, 309 Lowman; 1-3 Tues.: [50, 915, 310, 943]
- tabernacle-entry: 12—Golden Rule, Kansas City, Kan., Mrs. B. Johnson, 211 Stewar; 1-3 Thurs.: [50, 1648, 336, 1676]
- why-not-pay-notice: [606, 535, 834, 597]
- ideal-heading: LEAD THE IDEAL SIMPLE LIFE.: [624, 1672, 816, 1685]
- tent-entry: 15—Louisa Mae, Cherryvale, Kan., Mrs. M. E. Holt, 517 West Main.: [361, 1168, 577, 1195]
- officer-entry: MRS. EMMA GAINES, C. G. P. 1170 Filmore, Topeka, Kansas.: [50, 431, 336, 458]
- story-paragraph: Death, therefore, was the only escape; but it should not be known that he was a suicide, so that his family should be spared the bitterness of which can only be understood by those forced by circumstances to confront it.: [1328, 374, 1546, 457]
- tent-entry: 2—Frank Wilson, Ft. Scott, Kan., Miss Emma Maxie, 411 Ransom.: [361, 977, 567, 1004]
- hesitate-heading: TO HESITATE LONG IS TO FAIL.: [1339, 1399, 1535, 1412]
- tent-entry: 36—Pride of Topeka, N. Topeka, Kan., Mrs. Nannia Shaw, 905 N. Tyler; 1-3 Thur.: [361, 1373, 593, 1400]
- manual-heading: LOOK AT YOUR MANUAL.: [641, 304, 799, 317]
- hesitate-subheading: Successful Business Man Must Have Attribute of Courage.: [1330, 1418, 1544, 1445]
- palatiums-subheading-2: Sir C. M. Johnson, G. P. P.: [409, 1622, 545, 1635]
- officer-entry: REV. M. WOOTEN, C. G. O. 219 E. West, Hutchinson, Kan.: [50, 607, 335, 635]
- separator: [631, 1658, 809, 1659]
- story-paragraph: Furthermore, if he lingered on he would be unable to pay the premiums on the policies, which unfortunately were not paid, nor were they themselves, so that they would presently lapse.: [1328, 299, 1546, 369]
- column-5: [1087, 100, 1316, 2299]
